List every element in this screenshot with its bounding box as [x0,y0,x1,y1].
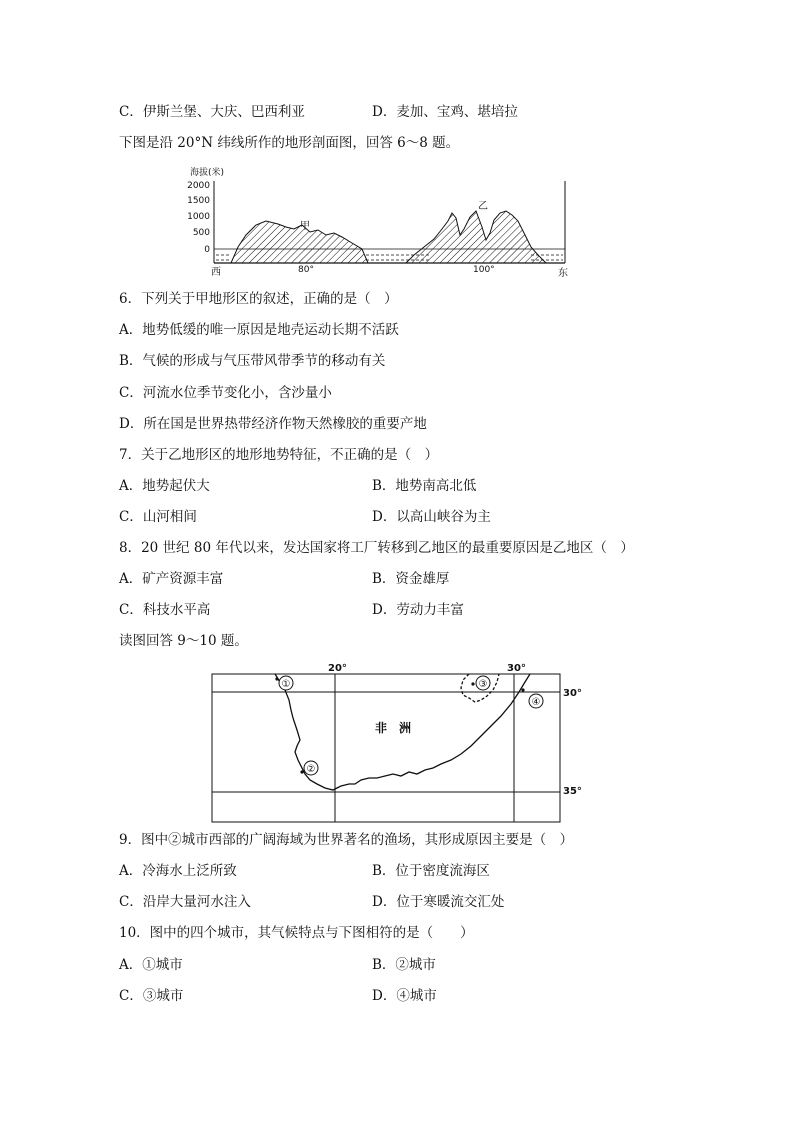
label-east: 东 [558,268,568,279]
question-10-option-a: A．①城市 [119,957,183,973]
question-10-option-d: D．④城市 [372,988,437,1004]
question-7-option-d: D．以高山峡谷为主 [372,509,491,525]
q5-option-c: C．伊斯兰堡、大庆、巴西利亚 [119,104,305,120]
southern-africa-map-figure [205,660,595,825]
terrain-profile-figure [186,163,578,279]
question-7: 7．关于乙地形区的地形地势特征，不正确的是（ ） [119,447,439,463]
city-marker-3: ③ [478,679,488,690]
city-marker-4: ④ [531,697,541,708]
question-9-option-c: C．沿岸大量河水注入 [119,894,251,910]
lat-label-30: 30° [563,688,582,699]
question-10: 10．图中的四个城市，其气候特点与下图相符的是（ ） [119,925,474,941]
x-tick-80: 80° [298,265,314,275]
question-7-option-b: B．地势南高北低 [372,478,477,494]
y-tick-1500: 1500 [187,196,210,206]
lon-label-20: 20° [328,663,347,674]
label-yi: 乙 [478,201,488,212]
question-6: 6．下列关于甲地形区的叙述，正确的是（ ） [119,291,398,307]
lon-label-30: 30° [507,663,526,674]
city-marker-2: ② [306,764,316,775]
y-tick-500: 500 [192,228,210,238]
lat-label-35: 35° [563,786,582,797]
question-6-option-d: D．所在国是世界热带经济作物天然橡胶的重要产地 [119,416,427,432]
question-9-option-b: B．位于密度流海区 [372,863,490,879]
question-6-option-b: B．气候的形成与气压带风带季节的移动有关 [119,353,386,369]
y-tick-1000: 1000 [187,212,210,222]
terrain-yi [406,211,546,263]
q5-option-d: D．麦加、宝鸡、堪培拉 [372,104,518,120]
question-6-option-a: A．地势低缓的唯一原因是地壳运动长期不活跃 [119,322,399,338]
question-9-option-a: A．冷海水上泛所致 [119,863,237,879]
y-axis-label: 海拔(米) [190,168,225,178]
question-10-option-b: B．②城市 [372,957,436,973]
question-10-option-c: C．③城市 [119,988,184,1004]
city-dot-1 [275,677,278,680]
intro-questions-6-8: 下图是沿 20°N 纬线所作的地形剖面图，回答 6～8 题。 [119,135,460,151]
question-8: 8．20 世纪 80 年代以来，发达国家将工厂转移到乙地区的最重要原因是乙地区（ ） [119,540,634,556]
question-8-option-c: C．科技水平高 [119,602,211,618]
question-9: 9．图中②城市西部的广阔海域为世界著名的渔场，其形成原因主要是（ ） [119,832,574,848]
question-7-option-a: A．地势起伏大 [119,478,210,494]
continent-label: 非 洲 [375,721,412,735]
label-jia: 甲 [300,221,310,232]
city-dot-3 [471,682,474,685]
intro-questions-9-10: 读图回答 9～10 题。 [119,633,248,649]
city-dot-2 [300,770,303,773]
question-8-option-d: D．劳动力丰富 [372,602,464,618]
question-7-option-c: C．山河相间 [119,509,197,525]
question-6-option-c: C．河流水位季节变化小，含沙量小 [119,385,332,401]
label-west: 西 [211,267,221,278]
question-8-option-a: A．矿产资源丰富 [119,571,224,587]
y-tick-0: 0 [204,245,210,255]
city-marker-1: ① [281,679,291,690]
question-9-option-d: D．位于寒暖流交汇处 [372,894,505,910]
question-8-option-b: B．资金雄厚 [372,571,450,587]
x-tick-100: 100° [473,265,495,275]
city-dot-4 [521,688,524,691]
map-frame [212,674,560,822]
y-tick-2000: 2000 [187,181,210,191]
